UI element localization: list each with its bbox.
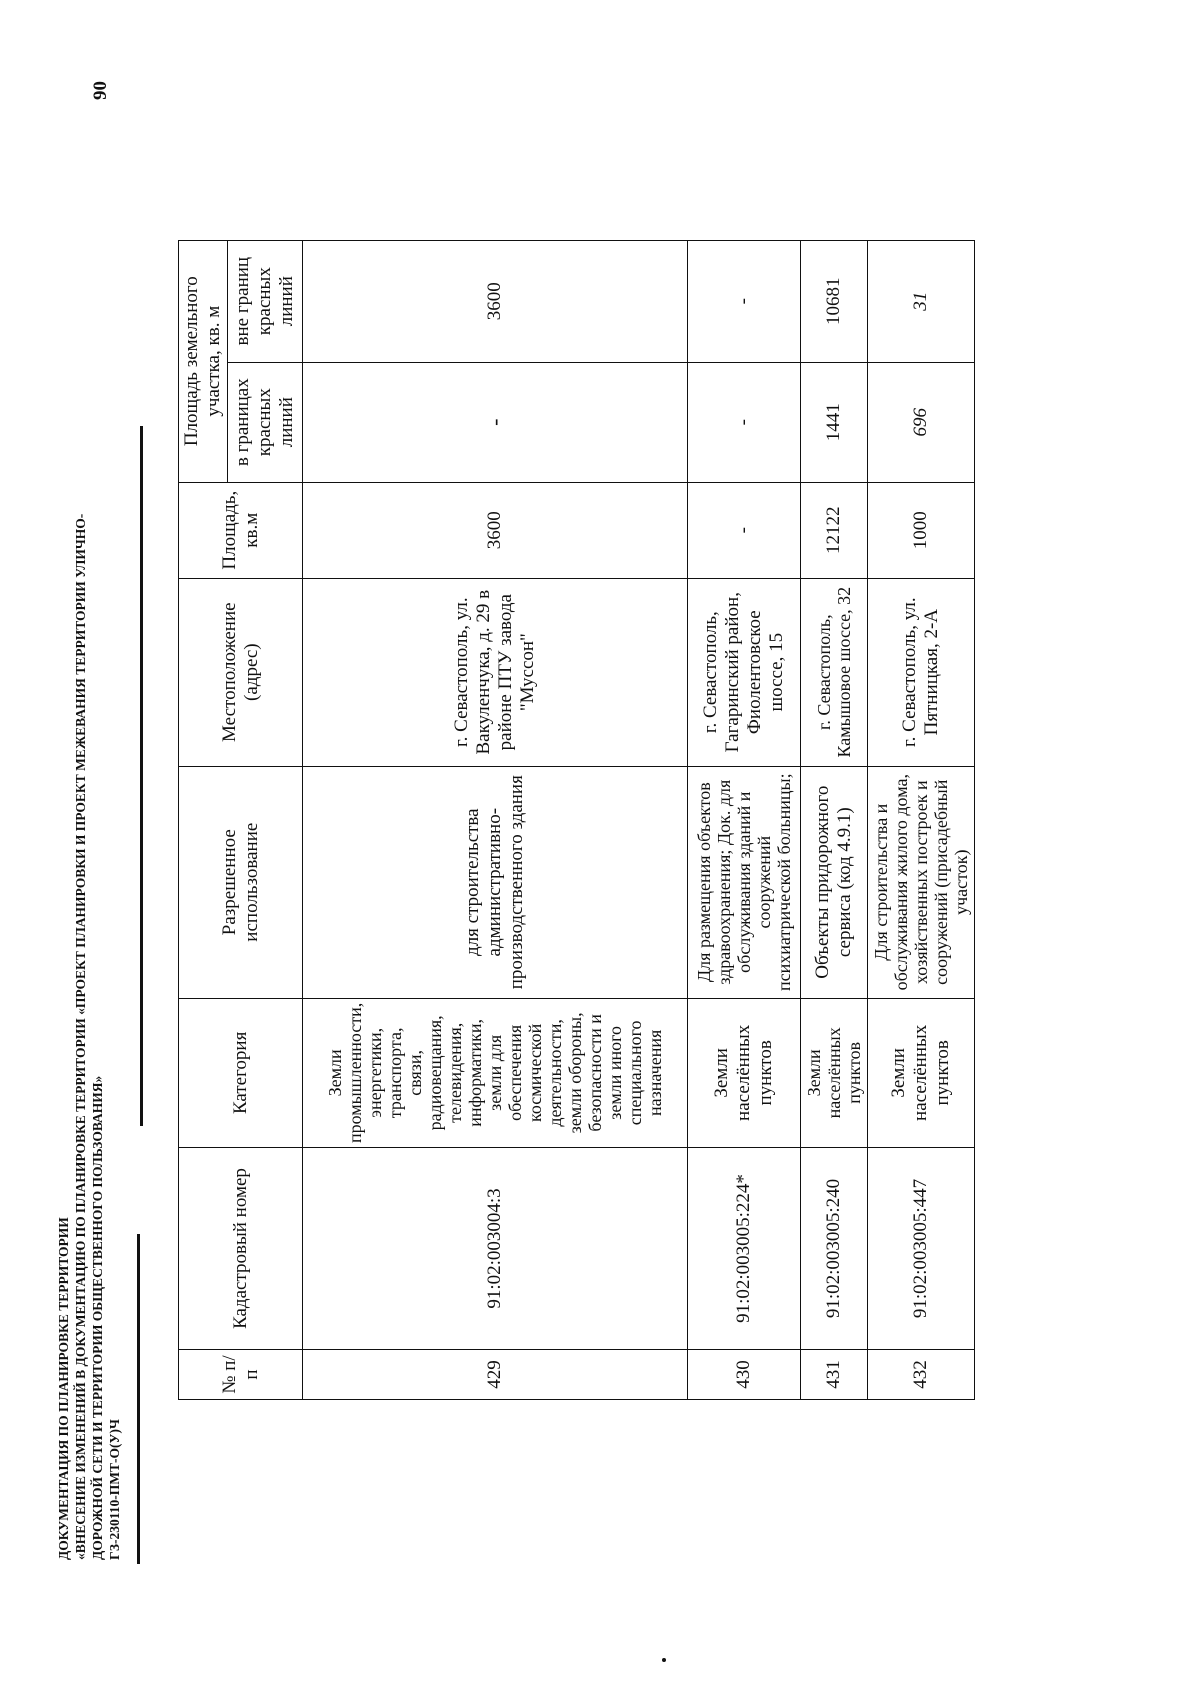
cell-address: г. Севастополь, ул. Вакуленчука, д. 29 в районе ПТУ завода "Муссон" [303,578,688,766]
cell-use: Для строительства и обслуживания жилого дома, хозяйственных построек и сооружений (присадебный участок) [868,766,975,998]
document-header [55,260,123,1560]
col-header-outside: вне границ красных линий [228,240,303,362]
page-number: 90 [90,81,111,100]
table-header-row [179,240,228,1399]
cell-cadastral: 91:02:003005:240 [801,1148,868,1350]
cell-outside: 3600 [303,240,688,362]
cell-category: Земли населённых пунктов [868,998,975,1147]
cell-outside: 31 [868,240,975,362]
table-row [868,240,975,1399]
cell-cadastral: 91:02:003005:224* [688,1148,801,1350]
cell-inside: - [303,362,688,482]
cell-category: Земли населённых пунктов [688,998,801,1147]
cell-cadastral: 91:02:003005:447 [868,1148,975,1350]
col-header-address: Местоположение (адрес) [179,578,303,766]
header-rule-long [140,426,143,1126]
col-header-use: Разрешенное использование [179,766,303,998]
land-plots-table [178,240,975,1400]
cell-category: Земли промышленности, энергетики, транспорта, связи, радиовещания, телевидения, информатики, земли для обеспечения космической деятельности, земли обороны, безопасности и земли иного специального назначения [303,998,688,1147]
cell-area: 1000 [868,482,975,578]
cell-inside: 1441 [801,362,868,482]
col-header-inside: в границах красных линий [228,362,303,482]
cell-category: Земли населённых пунктов [801,998,868,1147]
table-row [303,240,688,1399]
cell-address: г. Севастополь, Камышовое шоссе, 32 [801,578,868,766]
cell-inside: 696 [868,362,975,482]
cell-address: г. Севастополь, ул. Пятницкая, 2-А [868,578,975,766]
cell-area: 12122 [801,482,868,578]
cell-use: Для размещения объектов здравоохранения; Док. для обслуживания зданий и сооружений психиатрической больницы; [688,766,801,998]
cell-area: - [688,482,801,578]
cell-use: Объекты придорожного сервиса (код 4.9.1) [801,766,868,998]
cell-num: 429 [303,1350,688,1400]
header-line-1: ДОКУМЕНТАЦИЯ ПО ПЛАНИРОВКЕ ТЕРРИТОРИИ [56,1217,71,1560]
scan-dot [662,1658,666,1662]
cell-num: 430 [688,1350,801,1400]
cell-inside: - [688,362,801,482]
cell-num: 432 [868,1350,975,1400]
cell-outside: - [688,240,801,362]
header-line-4: ГЗ-230110-ПМТ-О(У)Ч [107,1419,122,1560]
table-row [688,240,801,1399]
col-header-area: Площадь, кв.м [179,482,303,578]
header-rule [137,1234,140,1564]
header-line-2: «ВНЕСЕНИЕ ИЗМЕНЕНИЙ В ДОКУМЕНТАЦИЮ ПО ПЛАНИРОВКЕ ТЕРРИТОРИИ «ПРОЕКТ ПЛАНИРОВКИ И ПРОЕКТ МЕЖЕВАНИЯ ТЕРРИТОРИИ УЛИЧНО- [73,513,88,1560]
cell-cadastral: 91:02:003004:3 [303,1148,688,1350]
col-header-category: Категория [179,998,303,1147]
cell-outside: 10681 [801,240,868,362]
cell-address: г. Севастополь, Гагаринский район, Фиолентовское шоссе, 15 [688,578,801,766]
table-row [801,240,868,1399]
col-header-num: № п/п [179,1350,303,1400]
cell-use: для строительства административно-производственного здания [303,766,688,998]
col-header-land-area: Площадь земельного участка, кв. м [179,240,228,482]
cell-num: 431 [801,1350,868,1400]
cell-area: 3600 [303,482,688,578]
col-header-cadastral: Кадастровый номер [179,1148,303,1350]
header-line-3: ДОРОЖНОЙ СЕТИ И ТЕРРИТОРИИ ОБЩЕСТВЕННОГО ПОЛЬЗОВАНИЯ» [90,1075,105,1560]
